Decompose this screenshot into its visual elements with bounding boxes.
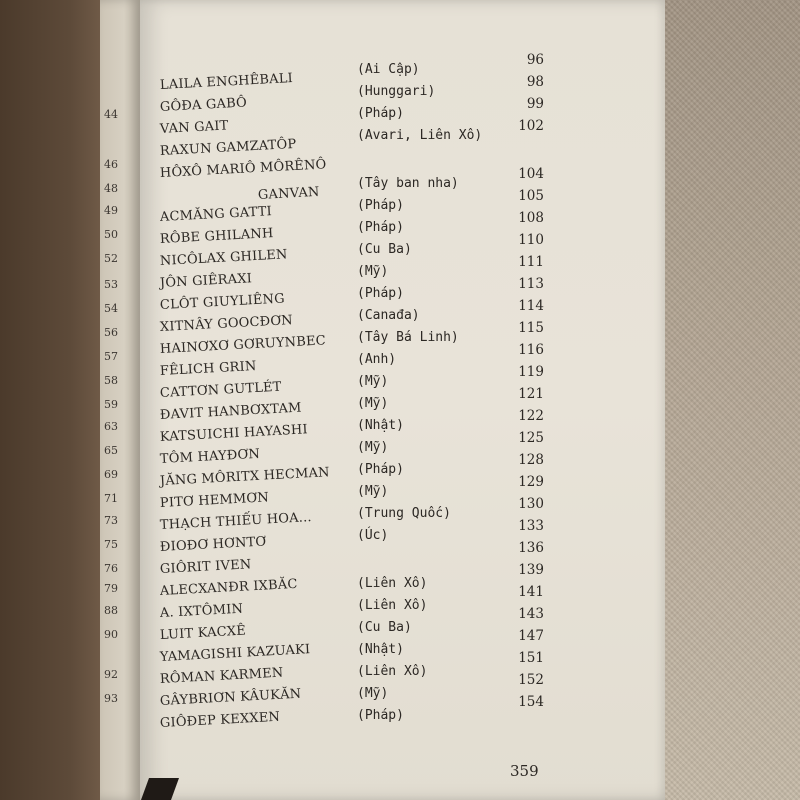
entry-page-number: 104 xyxy=(518,166,544,182)
previous-page-number: 57 xyxy=(104,350,118,363)
entry-page-number: 110 xyxy=(518,232,544,248)
entry-page-number: 116 xyxy=(518,342,544,358)
entry-page-number: 99 xyxy=(526,96,544,112)
previous-page-number: 54 xyxy=(104,302,118,315)
previous-page-number: 69 xyxy=(104,468,118,481)
entry-name: XITNÂY GOOCĐƠN xyxy=(159,313,294,335)
entry-page-number: 125 xyxy=(518,430,544,446)
entry-name: GÔĐA GABÔ xyxy=(159,95,248,115)
entry-name: CLÔT GIUYLIÊNG xyxy=(159,291,286,313)
entry-name: ALECXANĐR IXBĂC xyxy=(159,576,298,599)
previous-page-number: 59 xyxy=(104,398,118,411)
entry-country: (Cu Ba) xyxy=(357,242,412,257)
entry-country: (Mỹ) xyxy=(357,484,389,499)
entry-country: (Pháp) xyxy=(357,220,404,235)
entry-name: GIÔĐEP KEXXEN xyxy=(159,709,281,731)
previous-page-number: 79 xyxy=(104,582,118,595)
entry-name: KATSUICHI HAYASHI xyxy=(159,422,309,445)
entry-country: (Pháp) xyxy=(357,462,404,477)
entry-name: RÔBE GHILANH xyxy=(159,226,274,247)
entry-name: YAMAGISHI KAZUAKI xyxy=(159,642,311,665)
entry-name: LAILA ENGHÊBALI xyxy=(159,71,294,93)
entry-name: RÔMAN KARMEN xyxy=(159,665,284,687)
entry-country: (Ai Cập) xyxy=(357,62,420,77)
entry-name: JĂNG MÔRITX HECMAN xyxy=(159,465,331,489)
entry-country: (Pháp) xyxy=(357,708,404,723)
previous-page-number: 50 xyxy=(104,228,118,241)
entry-page-number: 108 xyxy=(518,210,544,226)
entry-page-number: 151 xyxy=(518,650,544,666)
previous-page-number: 48 xyxy=(104,182,118,195)
entry-page-number: 136 xyxy=(518,540,544,556)
entry-page-number: 98 xyxy=(526,74,544,90)
entry-name: ĐIOĐƠ HƠNTƠ xyxy=(159,534,267,555)
previous-page-number: 49 xyxy=(104,204,118,217)
entry-page-number: 154 xyxy=(518,694,544,710)
entry-name: ĐAVIT HANBƠXTAM xyxy=(159,400,302,423)
entry-page-number: 129 xyxy=(518,474,544,490)
page-folio: 359 xyxy=(510,762,539,780)
entry-name: FÊLICH GRIN xyxy=(159,358,257,379)
entry-page-number: 130 xyxy=(518,496,544,512)
entry-name: NICÔLAX GHILEN xyxy=(159,247,288,269)
entry-name: LUIT KACXÊ xyxy=(159,623,247,643)
entry-country: (Tây Bá Linh) xyxy=(357,330,459,345)
entry-country: (Liên Xô) xyxy=(357,576,428,591)
entry-country: (Pháp) xyxy=(357,286,404,301)
entry-name: GIÔRIT IVEN xyxy=(159,557,252,577)
entry-page-number: 139 xyxy=(518,562,544,578)
entry-name: TÔM HAYĐƠN xyxy=(159,446,261,467)
entry-name: A. IXTÔMIN xyxy=(159,601,244,621)
entry-page-number: 119 xyxy=(518,364,544,380)
previous-page-number: 76 xyxy=(104,562,118,575)
previous-page-number: 53 xyxy=(104,278,118,291)
entry-country: (Hunggari) xyxy=(357,84,436,99)
previous-page-number: 65 xyxy=(104,444,118,457)
entry-page-number: 114 xyxy=(518,298,544,314)
entry-country: (Anh) xyxy=(357,352,397,367)
entry-country: (Canađa) xyxy=(357,308,420,323)
entry-page-number: 152 xyxy=(518,672,544,688)
entry-name: PITƠ HEMMƠN xyxy=(159,490,270,511)
previous-page-number: 58 xyxy=(104,374,118,387)
entry-country: (Mỹ) xyxy=(357,264,389,279)
entry-name: RAXUN GAMZATÔP xyxy=(159,136,297,159)
entry-country: (Nhật) xyxy=(357,418,404,433)
entry-country: (Mỹ) xyxy=(357,374,389,389)
entry-country: (Cu Ba) xyxy=(357,620,412,635)
entry-page-number: 113 xyxy=(518,276,544,292)
background-table-left xyxy=(0,0,100,800)
entry-page-number: 115 xyxy=(518,320,544,336)
entry-country: (Mỹ) xyxy=(357,440,389,455)
previous-page-number: 56 xyxy=(104,326,118,339)
previous-page-number: 75 xyxy=(104,538,118,551)
entry-country: (Nhật) xyxy=(357,642,404,657)
previous-page-number: 63 xyxy=(104,420,118,433)
entry-country: (Liên Xô) xyxy=(357,664,428,679)
entry-country: (Mỹ) xyxy=(357,686,389,701)
entry-page-number: 111 xyxy=(518,254,544,270)
entry-page-number: 105 xyxy=(518,188,544,204)
entry-page-number: 121 xyxy=(518,386,544,402)
entry-name: THẠCH THIẾU HOA... xyxy=(159,510,313,533)
previous-page-number: 46 xyxy=(104,158,118,171)
entry-country: (Mỹ) xyxy=(357,396,389,411)
entry-country: (Úc) xyxy=(357,528,389,543)
entry-page-number: 141 xyxy=(518,584,544,600)
entry-country: (Pháp) xyxy=(357,198,404,213)
entry-page-number: 122 xyxy=(518,408,544,424)
entry-name: JÔN GIÊRAXI xyxy=(159,271,253,291)
entry-name: HÔXÔ MARIÔ MÔRÊNÔ xyxy=(159,157,327,181)
entry-page-number: 102 xyxy=(518,118,544,134)
entry-page-number: 143 xyxy=(518,606,544,622)
previous-page-number: 44 xyxy=(104,108,118,121)
entry-country: (Liên Xô) xyxy=(357,598,428,613)
previous-page-number: 71 xyxy=(104,492,118,505)
entry-name: ACMĂNG GATTI xyxy=(159,204,273,225)
entry-country: (Trung Quốc) xyxy=(357,506,451,521)
previous-page-number: 88 xyxy=(104,604,118,617)
entry-name: GÂYBRIƠN KÂUKĂN xyxy=(159,686,302,709)
entry-name: HAINƠXƠ GƠRUYNBEC xyxy=(159,333,327,357)
previous-page-number: 90 xyxy=(104,628,118,641)
entry-page-number: 128 xyxy=(518,452,544,468)
entry-name: GANVAN xyxy=(257,184,320,203)
entry-page-number: 133 xyxy=(518,518,544,534)
entry-country: (Tây ban nha) xyxy=(357,176,459,191)
entry-page-number: 96 xyxy=(526,52,544,68)
entry-country: (Pháp) xyxy=(357,106,404,121)
previous-page-number: 52 xyxy=(104,252,118,265)
previous-page-number: 93 xyxy=(104,692,118,705)
previous-page-number: 73 xyxy=(104,514,118,527)
entry-country: (Avari, Liên Xô) xyxy=(357,128,483,143)
previous-page-number: 92 xyxy=(104,668,118,681)
entry-page-number: 147 xyxy=(518,628,544,644)
entry-name: VAN GAIT xyxy=(159,118,229,137)
entry-name: CATTƠN GUTLÉT xyxy=(159,379,283,401)
